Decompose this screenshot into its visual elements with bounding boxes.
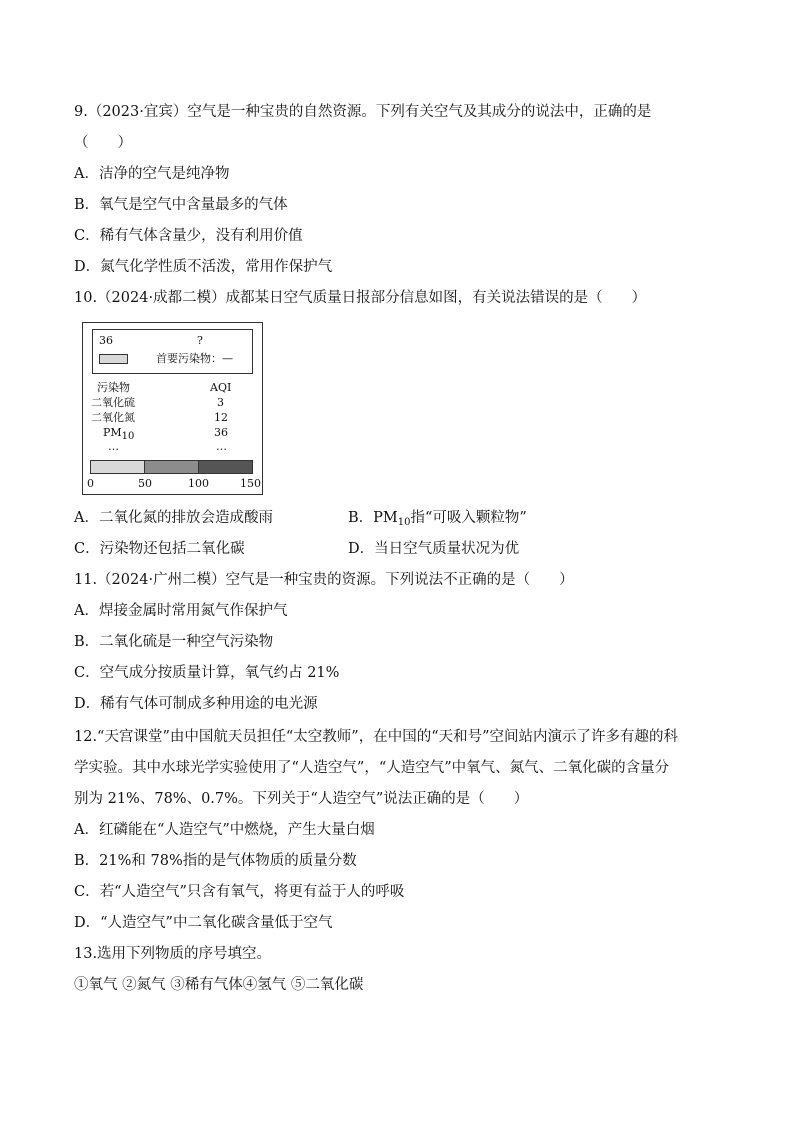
- primary-pollutant: 首要污染物：—: [156, 352, 233, 365]
- pollutant-row-name: 二氧化氮: [91, 411, 135, 424]
- aqi-scale-tick: 150: [240, 477, 261, 490]
- q12-stem-line3: 别为 21%、78%、0.7%。下列关于“人造空气”说法正确的是（ ）: [74, 791, 529, 807]
- q13-stem: 13.选用下列物质的序号填空。: [74, 946, 272, 962]
- pollutant-row-aqi: 12: [214, 411, 228, 424]
- pollutant-row-aqi: 36: [214, 426, 228, 439]
- q12-option-c: C．若“人造空气”只含有氧气，将更有益于人的呼吸: [74, 884, 405, 900]
- pollutant-row-name: 二氧化硫: [91, 396, 135, 409]
- q9-option-b: B．氧气是空气中含量最多的气体: [74, 197, 288, 213]
- pollutant-row-name: $PM_{10}$: [103, 426, 135, 442]
- aqi-column-header: AQI: [210, 381, 232, 394]
- q10-option-d: D．当日空气质量状况为优: [348, 541, 520, 557]
- q13-substance-options: ①氧气 ②氮气 ③稀有气体④氢气 ⑤二氧化碳: [74, 977, 364, 993]
- q9-option-a: A．洁净的空气是纯净物: [74, 166, 230, 182]
- q12-option-d: D．“人造空气”中二氧化碳含量低于空气: [74, 915, 333, 931]
- q10-option-b: B．$PM_{10}$指“可吸入颗粒物”: [348, 510, 527, 528]
- q12-option-a: A．红磷能在“人造空气”中燃烧，产生大量白烟: [74, 822, 375, 838]
- q11-option-a: A．焊接金属时常用氮气作保护气: [74, 603, 288, 619]
- aqi-scale-tick: 0: [87, 477, 94, 490]
- pollutant-row-name: …: [108, 440, 119, 453]
- aqi-summary-box: [92, 329, 253, 374]
- aqi-scale-tick: 50: [138, 477, 152, 490]
- aqi-scale-tick: 100: [188, 477, 209, 490]
- q10-option-a: A．二氧化氮的排放会造成酸雨: [74, 510, 273, 526]
- aqi-index-value: 36: [99, 334, 113, 347]
- q11-stem: 11.（2024·广州二模）空气是一种宝贵的资源。下列说法不正确的是（ ）: [74, 572, 574, 588]
- q12-stem-line2: 学实验。其中水球光学实验使用了“人造空气”，“人造空气”中氧气、氮气、二氧化碳的含量分: [74, 760, 670, 776]
- q9-stem: 9.（2023·宜宾）空气是一种宝贵的自然资源。下列有关空气及其成分的说法中，正确的是: [74, 104, 652, 120]
- aqi-level: ?: [197, 334, 203, 347]
- q9-answer-paren: （ ）: [74, 135, 132, 151]
- air-quality-report-figure: [82, 322, 263, 495]
- q10-stem: 10.（2024·成都二模）成都某日空气质量日报部分信息如图，有关说法错误的是（ ）: [74, 290, 647, 306]
- aqi-scale-band: [198, 460, 253, 474]
- pollutant-row-aqi: 3: [217, 396, 224, 409]
- pollutant-column-header: 污染物: [97, 381, 130, 394]
- q11-option-b: B．二氧化硫是一种空气污染物: [74, 634, 274, 650]
- aqi-scale-band: [90, 460, 145, 474]
- q11-option-c: C．空气成分按质量计算，氧气约占 21%: [74, 665, 340, 681]
- aqi-level-swatch: [99, 354, 128, 364]
- pollutant-row-aqi: …: [216, 440, 227, 453]
- q10-option-c: C．污染物还包括二氧化碳: [74, 541, 245, 557]
- aqi-scale-band: [144, 460, 199, 474]
- q9-option-c: C．稀有气体含量少，没有利用价值: [74, 228, 303, 244]
- q12-option-b: B．21%和 78%指的是气体物质的质量分数: [74, 853, 357, 869]
- q12-stem-line1: 12.“天宫课堂”由中国航天员担任“太空教师”，在中国的“天和号”空间站内演示了许多有趣的科: [74, 729, 679, 745]
- q11-option-d: D．稀有气体可制成多种用途的电光源: [74, 696, 318, 712]
- q9-option-d: D．氮气化学性质不活泼，常用作保护气: [74, 259, 333, 275]
